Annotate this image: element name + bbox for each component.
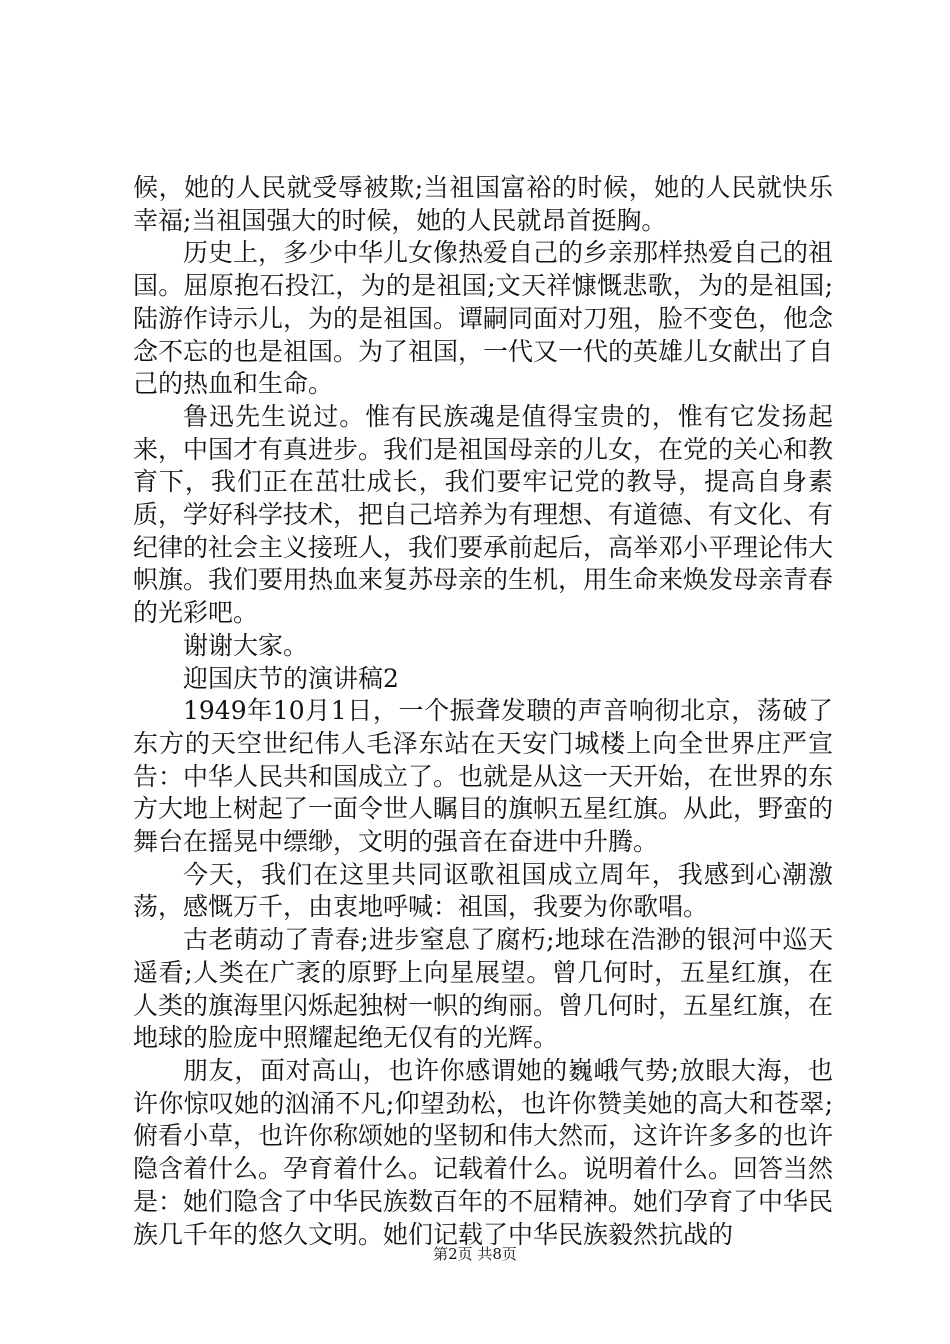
- paragraph: 鲁迅先生说过。惟有民族魂是值得宝贵的，惟有它发扬起来，中国才有真进步。我们是祖国母亲的儿女，在党的关心和教育下，我们正在茁壮成长，我们要牢记党的教导，提高自身素质，学好科学技术，把自己培养为有理想、有道德、有文化、有纪律的社会主义接班人，我们要承前起后，高举邓小平理论伟大帜旗。我们要用热血来复苏母亲的生机，用生命来焕发母亲青春的光彩吧。: [133, 401, 834, 628]
- page-footer: 第2页 共8页: [433, 1245, 517, 1263]
- paragraph: 朋友，面对高山，也许你感谓她的巍峨气势;放眼大海，也许你惊叹她的汹涌不凡;仰望劲松，也许你赞美她的高大和苍翠;俯看小草，也许你称颂她的坚韧和伟大然而，这许许多多的也许隐含着什么。孕育着什么。记载着什么。说明着什么。回答当然是：她们隐含了中华民族数百年的不屈精神。她们孕育了中华民族几千年的悠久文明。她们记载了中华民族毅然抗战的: [133, 1055, 834, 1249]
- paragraph: 1949年10月1日，一个振聋发聩的声音响彻北京，荡破了东方的天空世纪伟人毛泽东站在天安门城楼上向全世界庄严宣告：中华人民共和国成立了。也就是从这一天开始，在世界的东方大地上树起了一面令世人瞩目的旗帜五星红旗。从此，野蛮的舞台在摇晃中缥缈，文明的强音在奋进中升腾。: [133, 696, 834, 857]
- closing-line: 谢谢大家。: [183, 630, 309, 660]
- body-text: [133, 172, 833, 1251]
- section-heading: 迎国庆节的演讲稿2: [183, 663, 399, 693]
- paragraph: 候，她的人民就受辱被欺;当祖国富裕的时候，她的人民就快乐幸福;当祖国强大的时候，她的人民就昂首挺胸。: [133, 173, 833, 235]
- paragraph: 今天，我们在这里共同讴歌祖国成立周年，我感到心潮激荡，感慨万千，由衷地呼喊：祖国，我要为你歌唱。: [133, 859, 833, 922]
- paragraph: 历史上，多少中华儿女像热爱自己的乡亲那样热爱自己的祖国。屈原抱石投江，为的是祖国;文天祥慷慨悲歌，为的是祖国;陆游作诗示儿，为的是祖国。谭嗣同面对刀殂，脸不变色，他念念不忘的也是祖国。为了祖国，一代又一代的英雄儿女献出了自己的热血和生命。: [133, 238, 834, 399]
- paragraph: 古老萌动了青春;进步窒息了腐朽;地球在浩渺的银河中巡天遥看;人类在广袤的原野上向星展望。曾几何时，五星红旗，在人类的旗海里闪烁起独树一帜的绚丽。曾几何时，五星红旗，在地球的脸庞中照耀起绝无仅有的光辉。: [133, 925, 834, 1053]
